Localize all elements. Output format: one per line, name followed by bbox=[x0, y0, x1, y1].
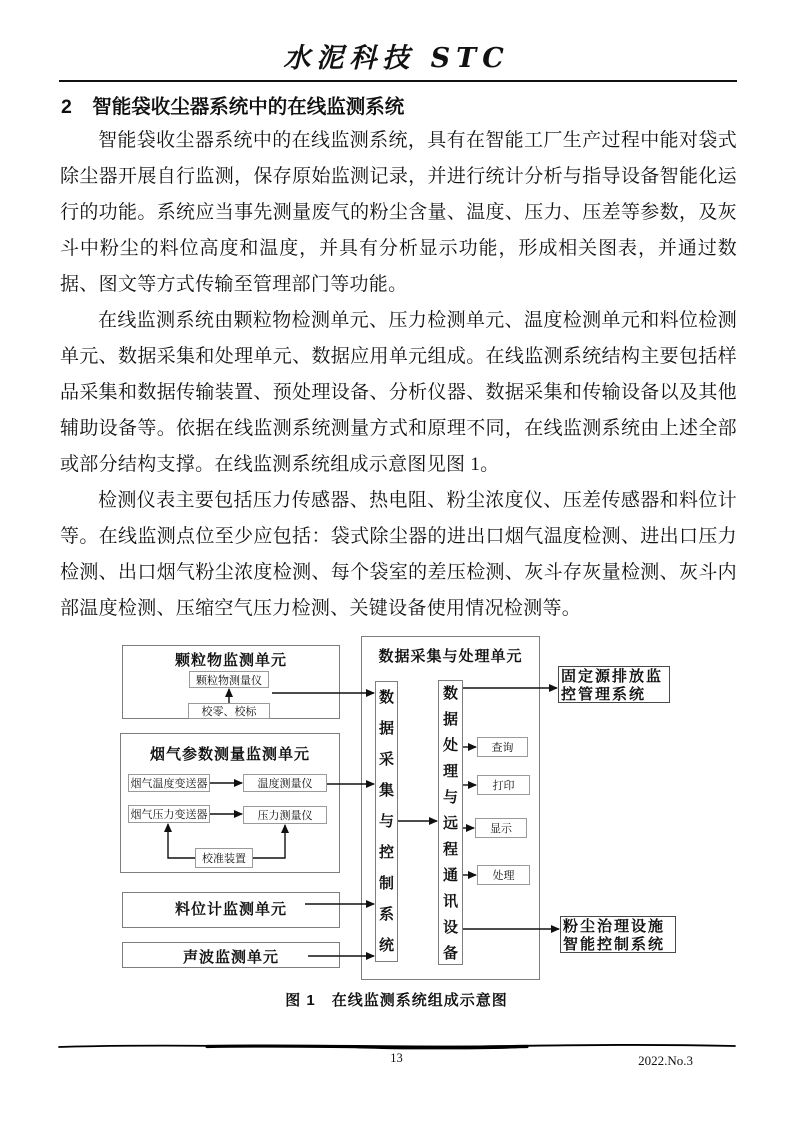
body-paragraph-2: 在线监测系统由颗粒物检测单元、压力检测单元、温度检测单元和料位检测单元、数据采集和处理单元、数据应用单元组成。在线监测系统结构主要包括样品采集和数据传输装置、预处理设备、分析仪器、数据采集和传输设备以及其他辅助设备等。依据在线监测系统测量方式和原理不同，在线监测系统由上述全部或部分结构支撑。在线监测系统组成示意图见图 1。 bbox=[60, 310, 737, 475]
level-gauge-unit-box bbox=[122, 892, 340, 928]
section-title: 智能袋收尘器系统中的在线监测系统 bbox=[92, 96, 405, 118]
zero-span-calibration-box: 校零、校标 bbox=[188, 703, 270, 719]
section-number: 2 bbox=[61, 96, 72, 118]
dust-control-system-box: 粉尘治理设施智能控制系统 bbox=[560, 916, 676, 953]
pressure-transmitter-box: 烟气压力变送器 bbox=[128, 805, 210, 823]
calibration-device-box: 校准装置 bbox=[195, 848, 253, 868]
figure-caption: 图 1 在线监测系统组成示意图 bbox=[285, 992, 508, 1009]
figure-diagram bbox=[0, 630, 793, 1022]
emission-monitoring-system-box: 固定源排放监控管理系统 bbox=[558, 666, 670, 703]
function-process-box: 处理 bbox=[477, 865, 530, 885]
function-print-box: 打印 bbox=[477, 775, 530, 795]
function-display-box: 显示 bbox=[475, 818, 527, 838]
body-paragraph-3: 检测仪表主要包括压力传感器、热电阻、粉尘浓度仪、压差传感器和料位计等。在线监测点位至少应包括：袋式除尘器的进出口烟气温度检测、进出口压力检测、出口烟气粉尘浓度检测、每个袋室的差压检测、灰斗存灰量检测、灰斗内部温度检测、压缩空气压力检测、关键设备使用情况检测等。 bbox=[60, 490, 737, 619]
temp-transmitter-box: 烟气温度变送器 bbox=[128, 774, 210, 792]
processing-comm-equipment-box: 数据处理与远程通讯设备 bbox=[438, 680, 463, 965]
header-rule bbox=[59, 80, 737, 82]
body-paragraph-1: 智能袋收尘器系统中的在线监测系统，具有在智能工厂生产过程中能对袋式除尘器开展自行监测，保存原始监测记录，并进行统计分析与指导设备智能化运行的功能。系统应当事先测量废气的粉尘含量、温度、压力、压差等参数，及灰斗中粉尘的料位高度和温度，并具有分析显示功能，形成相关图表，并通过数据、图文等方式传输至管理部门等功能。 bbox=[60, 130, 737, 295]
function-query-box: 查询 bbox=[477, 737, 528, 757]
acoustic-unit-title: 声波监测单元 bbox=[182, 949, 279, 966]
acquisition-processing-unit-title: 数据采集与处理单元 bbox=[378, 648, 523, 665]
temp-meter-box: 温度测量仪 bbox=[243, 774, 327, 792]
acquisition-control-system-box: 数据采集与控制系统 bbox=[375, 681, 398, 962]
page-number: 13 bbox=[390, 1051, 403, 1065]
flue-gas-unit-title: 烟气参数测量监测单元 bbox=[149, 746, 310, 763]
article-body bbox=[60, 123, 737, 627]
pressure-meter-box: 压力测量仪 bbox=[243, 806, 327, 824]
acoustic-unit-box bbox=[122, 942, 340, 968]
level-gauge-unit-title: 料位计监测单元 bbox=[174, 901, 287, 918]
journal-title: 水泥科技 STC bbox=[283, 43, 510, 74]
particulate-measurer-box: 颗粒物测量仪 bbox=[189, 671, 269, 688]
particulate-unit-title: 颗粒物监测单元 bbox=[174, 652, 287, 669]
issue-label: 2022.No.3 bbox=[638, 1053, 693, 1068]
section-heading bbox=[61, 91, 737, 119]
